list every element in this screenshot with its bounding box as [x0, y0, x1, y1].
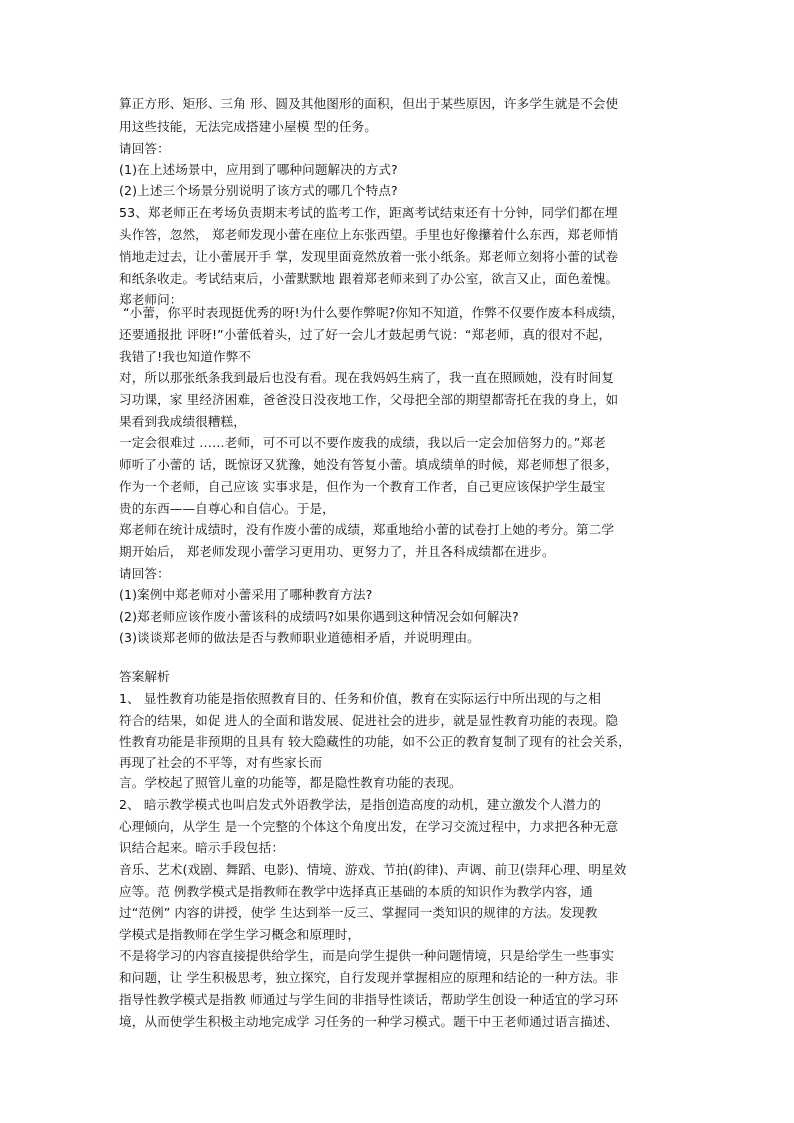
answer-item-2: 2、 暗示教学模式也叫启发式外语教学法，是指创造高度的动机，建立激发个人潜力的 — [119, 797, 601, 812]
text-line: 还要通报批 评呀!”小蕾低着头，过了好一会儿才鼓起勇气说：“郑老师，真的很对不起， — [119, 327, 612, 342]
text-line: 符合的结果，如促 进人的全面和谐发展、促进社会的进步，就是显性教育功能的表现。隐 — [119, 713, 619, 728]
question-prompt: 请回答： — [119, 566, 170, 581]
text-line: 过“范例” 内容的讲授，使学 生达到举一反三、掌握同一类知识的规律的方法。发现教 — [119, 905, 598, 920]
text-line: 悄地走过去，让小蕾展开手 掌，发现里面竟然放着一张小纸条。郑老师立刻将小蕾的试卷 — [119, 249, 619, 264]
text-line: 习功课，家 里经济困难，爸爸没日没夜地工作，父母把全部的期望都寄托在我的身上，如 — [119, 392, 619, 407]
text-line: 用这些技能，无法完成搭建小屋模 型的任务。 — [119, 119, 377, 134]
answer-item-1: 1、 显性教育功能是指依照教育目的、任务和价值，教育在实际运行中所出现的与之相 — [119, 691, 601, 706]
text-line: 音乐、艺术(戏剧、舞蹈、电影)、情境、游戏、节拍(韵律)、声调、前卫(崇拜心理、明星效 — [119, 862, 627, 877]
text-line: 心理倾向，从学生 是一个完整的个体这个角度出发，在学习交流过程中，力求把各种无意 — [119, 819, 619, 834]
text-line: 不是将学习的内容直接提供给学生，而是向学生提供一种问题情境，只是给学生一些事实 — [119, 948, 615, 963]
text-line: 性教育功能是非预期的且具有 较大隐藏性的功能，如不公正的教育复制了现有的社会关系， — [119, 734, 631, 749]
question-item: (1)在上述场景中，应用到了哪种问题解决的方式? — [119, 162, 398, 177]
question-item: (2)郑老师应该作废小蕾该科的成绩吗?如果你遇到这种情况会如何解决? — [119, 609, 519, 624]
text-line: 贵的东西——自尊心和自信心。于是， — [119, 501, 335, 516]
text-line: 郑老师在统计成绩时，没有作废小蕾的成绩，郑重地给小蕾的试卷打上她的考分。第二学 — [119, 522, 615, 537]
text-line: 头作答，忽然， 郑老师发现小蕾在座位上东张西望。手里也好像攥着什么东西，郑老师悄 — [119, 227, 619, 242]
question-item: (1)案例中郑老师对小蕾采用了哪种教育方法? — [119, 587, 373, 602]
text-line: 再现了社会的不平等，对有些家长而 — [119, 755, 323, 770]
text-line: 应等。范 例教学模式是指教师在教学中选择真正基础的本质的知识作为教学内容，通 — [119, 884, 593, 899]
text-line: 言。学校起了照管儿童的功能等，都是隐性教育功能的表现。 — [119, 775, 462, 790]
text-line: 算正方形、矩形、三角 形、圆及其他图形的面积，但出于某些原因，许多学生就是不会使 — [119, 96, 619, 111]
text-line: 一定会很难过 ……老师，可不可以不要作废我的成绩，我以后一定会加倍努力的。”郑老 — [119, 435, 606, 450]
text-line: 指导性教学模式是指教 师通过与学生间的非指导性谈话，帮助学生创设一种适宜的学习环 — [119, 992, 619, 1007]
question-item: (3)谈谈郑老师的做法是否与教师职业道德相矛盾，并说明理由。 — [119, 630, 480, 645]
question-heading-53: 53、郑老师正在考场负责期末考试的监考工作，距离考试结束还有十分钟，同学们都在埋 — [119, 205, 618, 220]
text-line: 识结合起来。暗示手段包括： — [119, 840, 285, 855]
text-line: 郑老师问： — [119, 292, 183, 307]
text-line: 和问题，让 学生积极思考，独立探究，自行发现并掌握相应的原理和结论的一种方法。非 — [119, 970, 619, 985]
text-line: 境，从而使学生积极主动地完成学 习任务的一种学习模式。题干中王老师通过语言描述、 — [119, 1014, 619, 1029]
text-line: 我错了!我也知道作弊不 — [119, 349, 252, 364]
answer-heading: 答案解析 — [119, 669, 170, 684]
text-line: 作为一个老师，自己应该 实事求是，但作为一个教育工作者，自己更应该保护学生最宝 — [119, 479, 606, 494]
text-line: 和纸条收走。考试结束后，小蕾默默地 跟着郑老师来到了办公室，欲言又止，面色羞愧。 — [119, 271, 619, 286]
text-line: 果看到我成绩很糟糕， — [119, 414, 246, 429]
text-line: 期开始后， 郑老师发现小蕾学习更用功、更努力了，并且各科成绩都在进步。 — [119, 544, 555, 559]
question-prompt: 请回答： — [119, 141, 170, 156]
text-line: 对，所以那张纸条我到最后也没有看。现在我妈妈生病了，我一直在照顾她，没有时间复 — [119, 370, 615, 385]
text-line: 师听了小蕾的 话，既惊讶又犹豫，她没有答复小蕾。填成绩单的时候，郑老师想了很多， — [119, 457, 619, 472]
question-item: (2)上述三个场景分别说明了该方式的哪几个特点? — [119, 183, 398, 198]
text-line: 学模式是指教师在学生学习概念和原理时， — [119, 927, 361, 942]
text-line: “小蕾，你平时表现挺优秀的呀!为什么要作弊呢?你知不知道，作弊不仅要作废本科成绩， — [123, 305, 624, 320]
